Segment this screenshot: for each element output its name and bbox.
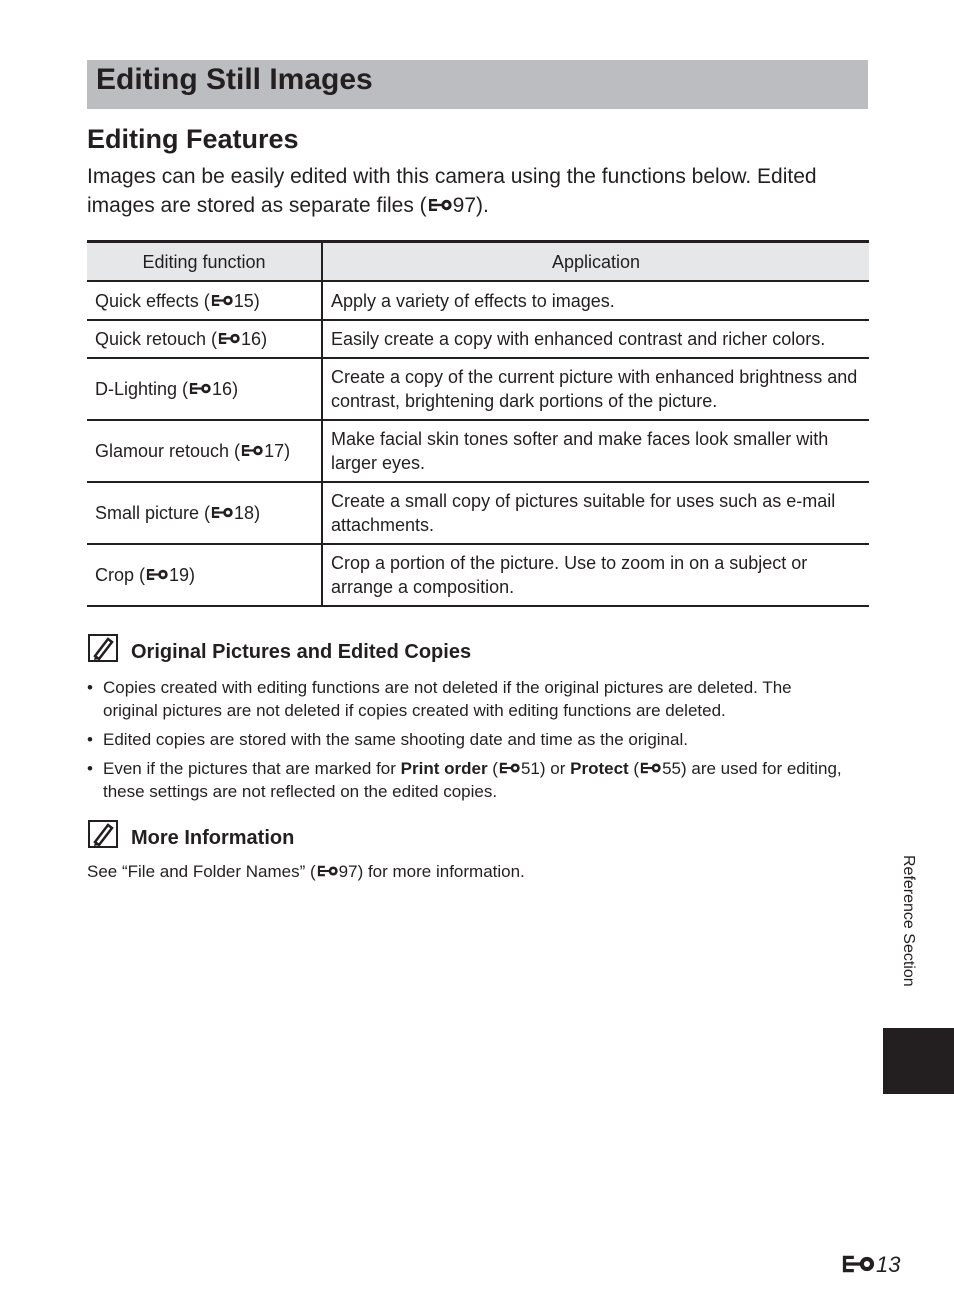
function-close: ) bbox=[261, 329, 268, 349]
reference-section-icon bbox=[211, 293, 233, 308]
application-cell: Create a copy of the current picture with enhanced brightness and contrast, brightening dark portions of the picture. bbox=[322, 358, 869, 420]
function-cell bbox=[87, 281, 322, 320]
function-cell bbox=[87, 358, 322, 420]
application-cell: Make facial skin tones softer and make faces look smaller with larger eyes. bbox=[322, 420, 869, 482]
editing-features-table bbox=[87, 240, 869, 607]
function-ref: 15 bbox=[233, 290, 254, 311]
application-cell: Crop a portion of the picture. Use to zoom in on a subject or arrange a composition. bbox=[322, 544, 869, 606]
bullet-ref: 51 bbox=[520, 759, 540, 778]
bullet-text: ( bbox=[628, 759, 640, 778]
info-text-end: ) for more information. bbox=[357, 862, 525, 881]
reference-section-icon bbox=[640, 761, 661, 775]
function-name: D-Lighting ( bbox=[95, 379, 189, 399]
list-item: • Edited copies are stored with the same shooting date and time as the original. bbox=[87, 728, 847, 751]
function-ref: 16 bbox=[212, 379, 233, 399]
page-title: Editing Still Images bbox=[96, 63, 373, 96]
intro-ref: 97 bbox=[452, 194, 477, 217]
application-cell: Create a small copy of pictures suitable for uses such as e-mail attachments. bbox=[322, 482, 869, 544]
reference-section-icon bbox=[218, 331, 240, 346]
function-cell bbox=[87, 320, 322, 358]
reference-section-icon bbox=[241, 443, 263, 458]
function-ref: 18 bbox=[234, 503, 255, 523]
application-cell: Apply a variety of effects to images. bbox=[322, 281, 869, 320]
intro-paragraph bbox=[87, 162, 877, 220]
section-title: Editing Features bbox=[87, 124, 299, 154]
function-close: ) bbox=[232, 379, 239, 399]
reference-section-icon bbox=[499, 761, 520, 775]
table-row bbox=[87, 281, 869, 320]
function-name: Small picture ( bbox=[95, 503, 211, 523]
note-bullet-list bbox=[87, 676, 847, 809]
table-row bbox=[87, 544, 869, 606]
reference-section-icon bbox=[841, 1253, 875, 1275]
list-item bbox=[87, 757, 847, 803]
print-order-term: Print order bbox=[400, 759, 488, 778]
page-number bbox=[840, 1250, 900, 1280]
function-close: ) bbox=[253, 290, 260, 311]
note-title-more-information: More Information bbox=[131, 827, 295, 849]
function-ref: 17 bbox=[264, 441, 285, 461]
info-text: See “File and Folder Names” ( bbox=[87, 862, 316, 881]
bullet-text: ( bbox=[487, 759, 498, 778]
table-row bbox=[87, 358, 869, 420]
table-row bbox=[87, 420, 869, 482]
function-ref: 19 bbox=[169, 565, 190, 585]
intro-text: Images can be easily edited with this camera using the functions below. Edited images are stored as separate files ( bbox=[87, 165, 817, 217]
function-close: ) bbox=[284, 441, 291, 461]
list-item: • Copies created with editing functions are not deleted if the original pictures are deleted. The original pictures are not deleted if copies created with editing functions are deleted. bbox=[87, 676, 847, 722]
table-row bbox=[87, 482, 869, 544]
reference-section-icon bbox=[189, 381, 211, 396]
intro-text-end: ). bbox=[476, 194, 489, 217]
function-name: Glamour retouch ( bbox=[95, 441, 241, 461]
function-name: Crop ( bbox=[95, 565, 146, 585]
title-bar bbox=[87, 60, 868, 109]
function-close: ) bbox=[254, 503, 261, 523]
table-header-row bbox=[87, 242, 869, 282]
bullet-text: ) are used for editing, these settings are not reflected on the edited copies. bbox=[103, 759, 842, 801]
section-tab bbox=[883, 1028, 954, 1094]
application-cell: Easily create a copy with enhanced contrast and richer colors. bbox=[322, 320, 869, 358]
function-ref: 16 bbox=[241, 329, 262, 349]
function-cell bbox=[87, 482, 322, 544]
function-name: Quick retouch ( bbox=[95, 329, 218, 349]
table-row bbox=[87, 320, 869, 358]
side-section-label bbox=[895, 855, 919, 1005]
bullet-text: ) or bbox=[539, 759, 571, 778]
reference-section-icon bbox=[428, 197, 452, 213]
bullet-ref: 55 bbox=[662, 759, 681, 778]
function-cell bbox=[87, 420, 322, 482]
note-title-original-pictures: Original Pictures and Edited Copies bbox=[131, 641, 472, 663]
pencil-note-icon bbox=[88, 820, 118, 848]
reference-section-icon bbox=[211, 505, 233, 520]
info-ref: 97 bbox=[338, 862, 358, 881]
protect-term: Protect bbox=[570, 759, 629, 778]
column-header-application: Application bbox=[322, 242, 869, 282]
more-information-text bbox=[87, 860, 525, 883]
side-label-text: Reference Section bbox=[900, 855, 917, 987]
function-cell bbox=[87, 544, 322, 606]
bullet-text: Even if the pictures that are marked for bbox=[103, 759, 401, 778]
column-header-function: Editing function bbox=[87, 242, 322, 282]
function-close: ) bbox=[189, 565, 196, 585]
pencil-note-icon bbox=[88, 634, 118, 662]
function-name: Quick effects ( bbox=[95, 290, 210, 311]
page-number-value: 13 bbox=[876, 1252, 901, 1277]
reference-section-icon bbox=[146, 567, 168, 582]
reference-section-icon bbox=[317, 864, 338, 878]
